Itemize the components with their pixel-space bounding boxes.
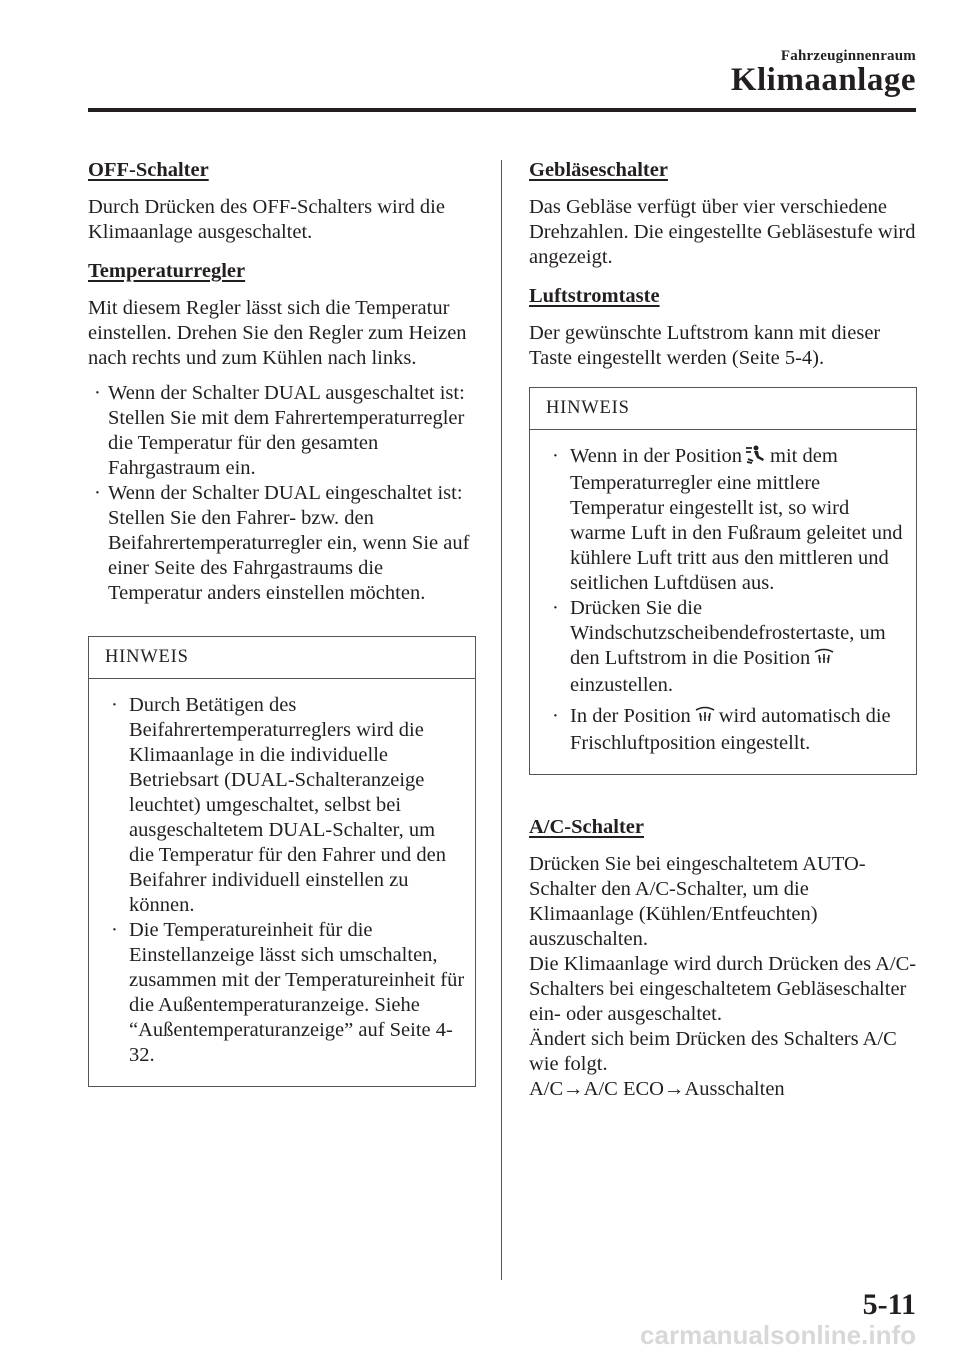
bullet-text: Wenn der Schalter DUAL ausgeschaltet ist: Stellen Sie mit dem Fahrertemperaturregler die Temperatur für den gesamten Fahrgastraum ein. xyxy=(108,382,465,479)
bullet-text: Die Temperatureinheit für die Einstellanzeige lässt sich umschalten, zusammen mit der Temperatureinheit für die Außentemperaturanzeige. Siehe “Außentemperaturanzeige” auf Seite 4-32. xyxy=(129,919,465,1066)
ac-text-3: Ändert sich beim Drücken des Schalters A/C wie folgt. xyxy=(529,1028,897,1075)
note-bullets xyxy=(544,444,906,756)
bullet-text-pre: Wenn in der Position xyxy=(570,445,743,467)
bullet-text-pre: Drücken Sie die Windschutzscheibendefrostertaste, um den Luftstrom in die Position xyxy=(570,597,886,669)
bullet-text: Wenn der Schalter DUAL eingeschaltet ist: Stellen Sie den Fahrer- bzw. den Beifahrertemperaturregler ein, wenn Sie auf einer Seite des Fahrgastraums die Temperatur anders einstellen möchten. xyxy=(108,482,470,604)
list-item: · Wenn der Schalter DUAL eingeschaltet ist: Stellen Sie den Fahrer- bzw. den Beifahrertemperaturregler ein, wenn Sie auf einer Seite des Fahrgastraums die Temperatur anders einstellen möchten. xyxy=(94,482,470,604)
defroster-icon xyxy=(693,704,717,731)
section-label: Fahrzeuginnenraum xyxy=(780,48,916,64)
note-body xyxy=(89,679,475,1086)
off-heading: OFF-Schalter xyxy=(88,159,209,181)
page-number: 5-11 xyxy=(862,1288,916,1321)
column-divider xyxy=(501,160,502,1280)
bullet-text-pre: In der Position xyxy=(570,705,691,727)
list-item: · Durch Betätigen des Beifahrertemperaturreglers wird die Klimaanlage in die individuelle Betriebsart (DUAL-Schalteranzeige leuchtet) umgeschaltet, selbst bei ausgeschaltetem DUAL-Schalter, um die Temperatur für den Fahrer und den Beifahrer individuell einstellen zu können. xyxy=(111,694,446,916)
ac-text-2: Die Klimaanlage wird durch Drücken des A/C-Schalters bei eingeschaltetem Gebläseschalter ein- oder ausgeschaltet. xyxy=(529,953,917,1025)
list-item: · Die Temperatureinheit für die Einstellanzeige lässt sich umschalten, zusammen mit der Temperatureinheit für die Außentemperaturanzeige. Siehe “Außentemperaturanzeige” auf Seite 4-32. xyxy=(111,919,465,1066)
off-section xyxy=(88,158,476,245)
note-box xyxy=(529,387,917,775)
note-title: HINWEIS xyxy=(89,637,475,679)
list-item: · Wenn in der Position mit dem Temperaturregler eine mittlere Temperatur eingestellt ist, so wird warme Luft in den Fußraum geleitet und kühlere Luft tritt aus den mittleren und seitlichen Luftdüsen aus. xyxy=(552,445,903,594)
header-rule xyxy=(88,108,916,112)
airflow-section xyxy=(529,284,917,371)
bullet-text-post: wird automatisch die Frischluftposition eingestellt. xyxy=(570,705,891,754)
temp-bullets xyxy=(88,381,476,606)
ac-heading: A/C-Schalter xyxy=(529,816,645,838)
list-item: · Drücken Sie die Windschutzscheibendefrostertaste, um den Luftstrom in die Position einzustellen. xyxy=(552,597,886,696)
watermark: carmanualsonline.info xyxy=(640,1320,916,1350)
temp-heading: Temperaturregler xyxy=(88,260,246,282)
ac-section xyxy=(529,815,917,1102)
note-body xyxy=(530,430,916,774)
ac-text-4: A/C→A/C ECO→Ausschalten xyxy=(529,1078,785,1100)
airflow-heading: Luftstromtaste xyxy=(529,285,660,307)
temp-section xyxy=(88,259,476,606)
page-title: Klimaanlage xyxy=(730,62,916,98)
bullet-text: Durch Betätigen des Beifahrertemperaturreglers wird die Klimaanlage in die individuelle Betriebsart (DUAL-Schalteranzeige leuchtet) umgeschaltet, selbst bei ausgeschaltetem DUAL-Schalter, um die Temperatur für den Fahrer und den Beifahrer individuell einstellen zu können. xyxy=(129,694,446,916)
temp-text: Mit diesem Regler lässt sich die Temperatur einstellen. Drehen Sie den Regler zum Heizen nach rechts und zum Kühlen nach links. xyxy=(88,297,467,369)
note-title: HINWEIS xyxy=(530,388,916,430)
list-item: · Wenn der Schalter DUAL ausgeschaltet ist: Stellen Sie mit dem Fahrertemperaturregler die Temperatur für den gesamten Fahrgastraum ein. xyxy=(94,382,465,479)
ac-text-1: Drücken Sie bei eingeschaltetem AUTO-Schalter den A/C-Schalter, um die Klimaanlage (Kühlen/Entfeuchten) auszuschalten. xyxy=(529,853,866,950)
bullet-text-post: einzustellen. xyxy=(570,674,674,696)
fan-text: Das Gebläse verfügt über vier verschiedene Drehzahlen. Die eingestellte Gebläsestufe wird angezeigt. xyxy=(529,196,916,268)
fan-heading: Gebläseschalter xyxy=(529,159,668,181)
left-column xyxy=(88,158,476,1087)
note-bullets xyxy=(103,693,465,1068)
off-text: Durch Drücken des OFF-Schalters wird die Klimaanlage ausgeschaltet. xyxy=(88,196,445,243)
bullet-text-post: mit dem Temperaturregler eine mittlere Temperatur eingestellt ist, so wird warme Luft in den Fußraum geleitet und kühlere Luft tritt aus den mittleren und seitlichen Luftdüsen aus. xyxy=(570,445,903,594)
defroster-icon xyxy=(812,646,836,673)
right-column xyxy=(529,158,917,1116)
airflow-text: Der gewünschte Luftstrom kann mit dieser Taste eingestellt werden (Seite 5-4). xyxy=(529,322,881,369)
note-box xyxy=(88,636,476,1087)
list-item: · In der Position wird automatisch die Frischluftposition eingestellt. xyxy=(552,705,891,754)
foot-face-airflow-icon xyxy=(744,444,768,471)
fan-section xyxy=(529,158,917,270)
